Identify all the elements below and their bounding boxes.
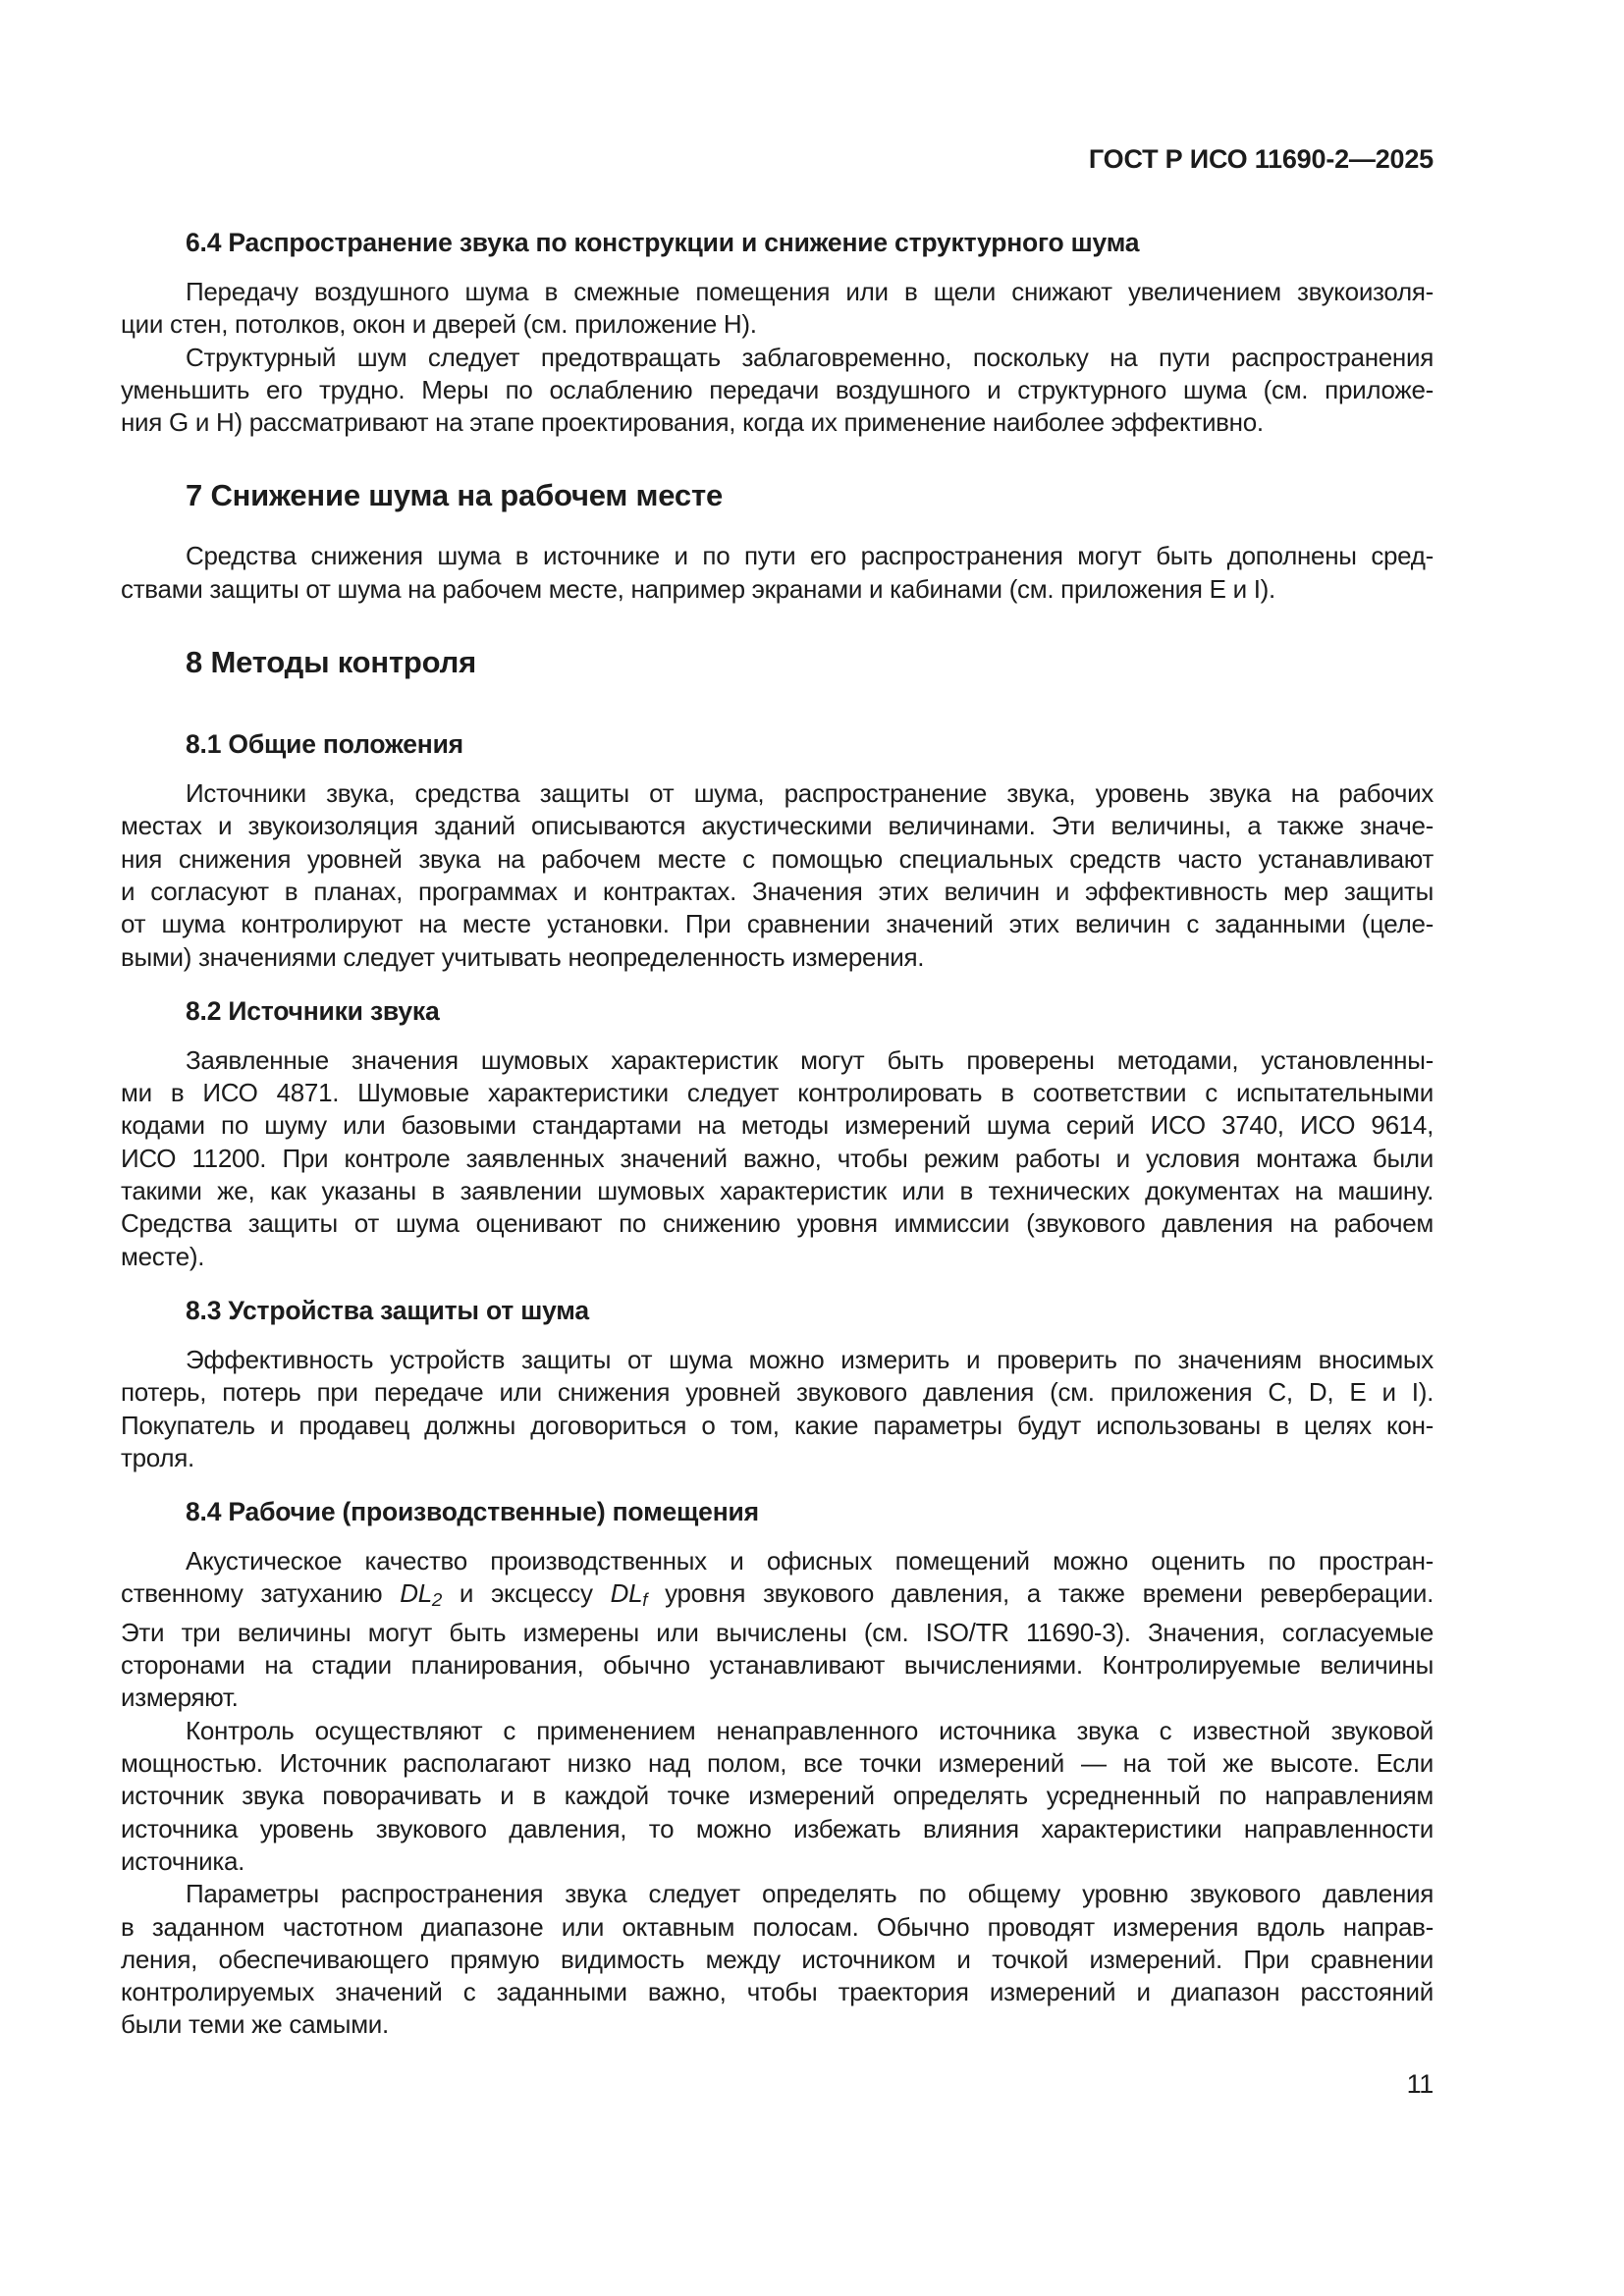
paragraph-line: Источники звука, средства защиты от шума, распространение звука, уровень звука на рабочих <box>186 778 1434 809</box>
subsection-heading: 6.4 Распространение звука по конструкции и снижение структурного шума <box>186 228 1140 257</box>
paragraph-line: Структурный шум следует предотвращать заблаговременно, поскольку на пути распространения <box>186 342 1434 372</box>
paragraph <box>121 342 1434 440</box>
paragraph-line: Контроль осуществляют с применением ненаправленного источника звука с известной звуковой <box>186 1715 1434 1745</box>
formula-symbol: f <box>642 1589 648 1611</box>
paragraph-line: Средства снижения шума в источнике и по пути его распространения могут быть дополнены сред- <box>186 541 1434 571</box>
text-run: уровня звукового давления, а также времени реверберации. <box>647 1578 1434 1609</box>
paragraph-line: ствами защиты от шума на рабочем месте, например экранами и кабинами (см. приложения E и I). <box>121 573 1275 604</box>
paragraph-line: Акустическое качество производственных и офисных помещений можно оценить по простран- <box>186 1546 1434 1576</box>
paragraph <box>121 777 1434 974</box>
paragraph-line: кодами по шуму или базовыми стандартами на методы измерений шума серий ИСО 3740, ИСО 9614, <box>121 1110 1434 1141</box>
subsection-heading: 8.3 Устройства защиты от шума <box>186 1295 589 1325</box>
paragraph-line: троля. <box>121 1442 194 1472</box>
paragraph-line: Покупатель и продавец должны договориться о том, какие параметры будут использованы в целях кон- <box>121 1410 1434 1440</box>
paragraph-line: такими же, как указаны в заявлении шумовых характеристик или в технических документах на машину. <box>121 1176 1434 1206</box>
paragraph <box>121 276 1434 342</box>
standard-designation: ГОСТ Р ИСО 11690-2—2025 <box>1088 144 1434 174</box>
paragraph-line: источника. <box>121 1845 245 1876</box>
formula-symbol: DL <box>610 1578 643 1609</box>
paragraph-line: и согласуют в планах, программах и контрактах. Значения этих величин и эффективность мер защиты <box>121 876 1434 906</box>
paragraph-line: ния G и H) рассматривают на этапе проектирования, когда их применение наиболее эффективно. <box>121 407 1264 438</box>
paragraph-line: месте). <box>121 1241 205 1271</box>
chapter-heading: 7 Снижение шума на рабочем месте <box>186 478 723 513</box>
paragraph <box>121 1878 1434 2041</box>
paragraph-line <box>121 1577 1434 1616</box>
chapter-heading: 8 Методы контроля <box>186 645 477 680</box>
paragraph-line: потерь, потерь при передаче или снижения уровней звукового давления (см. приложения C, D, E и I). <box>121 1377 1434 1408</box>
paragraph-line: были теми же самыми. <box>121 2009 389 2040</box>
subsection-heading: 8.2 Источники звука <box>186 995 440 1026</box>
paragraph-line: в заданном частотном диапазоне или октавным полосам. Обычно проводят измерения вдоль направ- <box>121 1911 1434 1942</box>
paragraph-line: Средства защиты от шума оценивают по снижению уровня иммиссии (звукового давления на рабочем <box>121 1208 1434 1239</box>
paragraph-line: ции стен, потолков, окон и дверей (см. приложение H). <box>121 309 757 340</box>
page-number: 11 <box>1406 2068 1434 2099</box>
paragraph-line: ИСО 11200. При контроле заявленных значений важно, чтобы режим работы и условия монтажа были <box>121 1143 1434 1173</box>
paragraph-line: от шума контролируют на месте установки. При сравнении значений этих величин с заданными (целе- <box>121 909 1434 939</box>
paragraph-line: уменьшить его трудно. Меры по ослаблению передачи воздушного и структурного шума (см. приложе- <box>121 374 1434 404</box>
paragraph-line: ми в ИСО 4871. Шумовые характеристики следует контролировать в соответствии с испытательными <box>121 1078 1434 1108</box>
paragraph-line: Параметры распространения звука следует определять по общему уровню звукового давления <box>186 1879 1434 1909</box>
subsection-heading: 8.1 Общие положения <box>186 729 463 760</box>
document-body <box>121 227 1434 2042</box>
document-header <box>121 143 1434 176</box>
paragraph-line: местах и звукоизоляция зданий описываются акустическими величинами. Эти величины, а также значе- <box>121 811 1434 841</box>
paragraph-line: измеряют. <box>121 1682 239 1713</box>
paragraph-line: Заявленные значения шумовых характеристик могут быть проверены методами, установленны- <box>186 1044 1434 1075</box>
paragraph-line: Эти три величины могут быть измерены или вычислены (см. ISO/TR 11690-3). Значения, согласуемые <box>121 1617 1434 1647</box>
paragraph <box>121 1715 1434 1878</box>
paragraph <box>121 1545 1434 1715</box>
paragraph <box>121 540 1434 606</box>
paragraph-line: источника уровень звукового давления, то можно избежать влияния характеристики направленности <box>121 1813 1434 1843</box>
paragraph-line: ния снижения уровней звука на рабочем месте с помощью специальных средств часто устанавливают <box>121 843 1434 874</box>
text-run: и эксцессу <box>442 1578 611 1609</box>
paragraph-line: ления, обеспечивающего прямую видимость между источником и точкой измерений. При сравнении <box>121 1944 1434 1974</box>
paragraph-line: выми) значениями следует учитывать неопределенность измерения. <box>121 941 925 972</box>
subsection-heading: 8.4 Рабочие (производственные) помещения <box>186 1497 759 1527</box>
paragraph-line: контролируемых значений с заданными важно, чтобы траектория измерений и диапазон расстояний <box>121 1977 1434 2007</box>
formula-symbol: 2 <box>431 1589 442 1611</box>
paragraph-line: Эффективность устройств защиты от шума можно измерить и проверить по значениям вносимых <box>186 1344 1434 1374</box>
formula-symbol: DL <box>400 1578 432 1609</box>
paragraph <box>121 1344 1434 1474</box>
paragraph-line: мощностью. Источник располагают низко над полом, все точки измерений — на той же высоте. Если <box>121 1748 1434 1779</box>
paragraph-line: Передачу воздушного шума в смежные помещения или в щели снижают увеличением звукоизоля- <box>186 277 1434 306</box>
document-footer <box>121 2068 1434 2101</box>
paragraph-line: источник звука поворачивать и в каждой точке измерений определять усредненный по направлениям <box>121 1781 1434 1811</box>
text-run: ственному затуханию <box>121 1578 401 1609</box>
paragraph <box>121 1044 1434 1273</box>
paragraph-line: сторонами на стадии планирования, обычно устанавливают вычислениями. Контролируемые величины <box>121 1650 1434 1681</box>
